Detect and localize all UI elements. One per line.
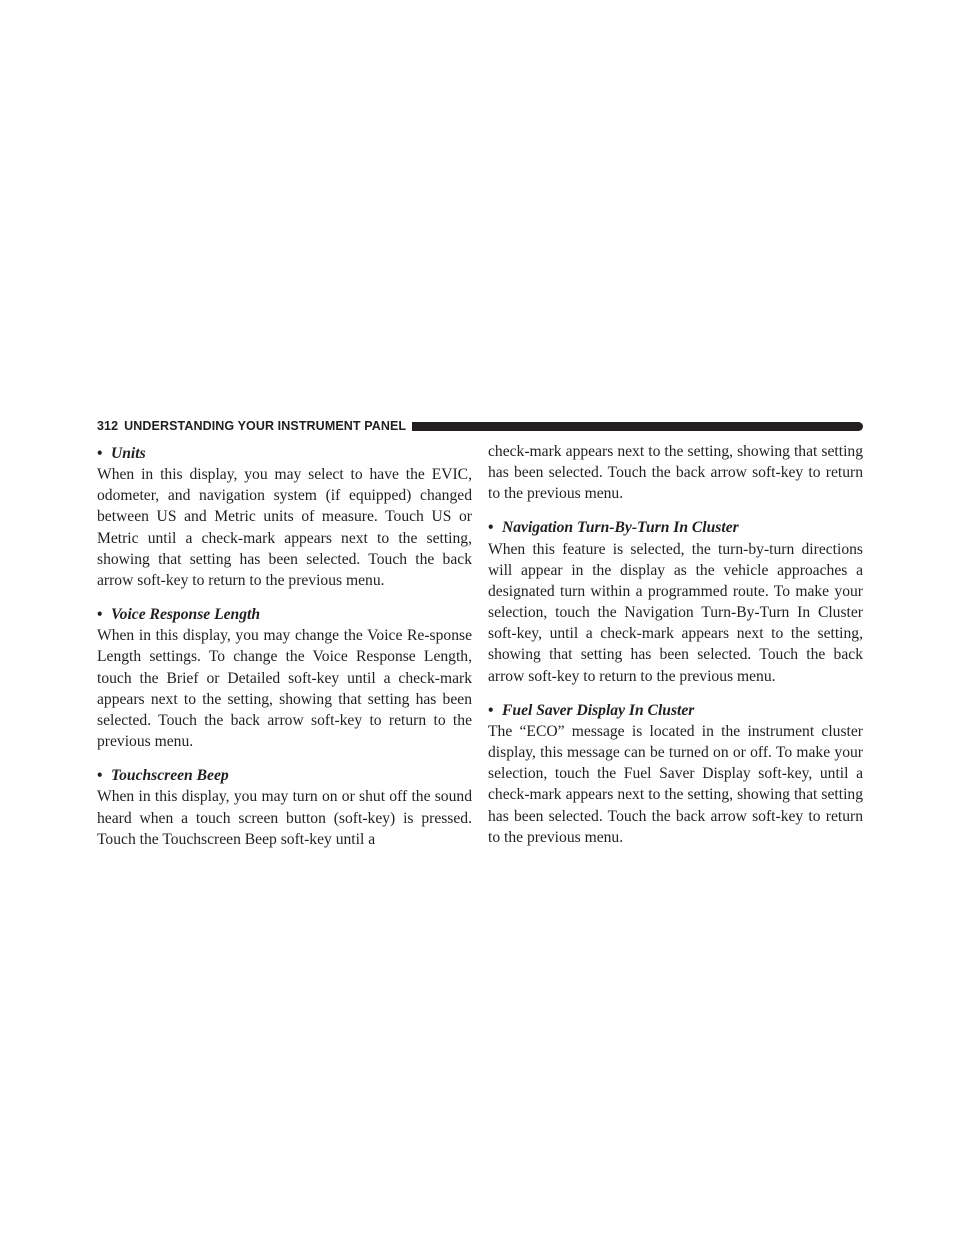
units-body: When in this display, you may select to have the EVIC, odometer, and navigation system (if equipped) changed between US and Metric units of measure. Touch US or Metric until a check-mark appears next to the setting, showing that setting has been selected. Touch the back arrow soft-key to return to the previous menu. <box>97 466 472 589</box>
touchscreen-beep-title: Touchscreen Beep <box>111 767 229 785</box>
touchscreen-beep-body: When in this display, you may turn on or shut off the sound heard when a touch screen button (soft-key) is pressed. Touch the Touchscreen Beep soft-key until a <box>97 788 472 848</box>
bullet-icon: • <box>97 445 103 462</box>
fuel-saver-heading <box>488 700 863 721</box>
header-rule <box>412 422 863 431</box>
units-title: Units <box>111 445 146 462</box>
touchscreen-beep-heading <box>97 765 472 786</box>
voice-response-body: When in this display, you may change the Voice Re-sponse Length settings. To change the Voice Response Length, touch the Brief or Detailed soft-key until a check-mark appears next to the setting, showing that setting has been selected. Touch the back arrow soft-key to return to the previous menu. <box>97 627 472 751</box>
fuel-saver-title: Fuel Saver Display In Cluster <box>502 701 695 719</box>
left-column <box>97 443 472 863</box>
bullet-icon: • <box>97 767 103 785</box>
right-column <box>488 441 863 861</box>
page-number: 312 <box>97 419 119 433</box>
fuel-saver-body: The “ECO” message is located in the instrument cluster display, this message can be turned on or off. To make your selection, touch the Fuel Saver Display soft-key, until a check-mark appears next to the setting, showing that setting has been selected. Touch the back arrow soft-key to return to the previous menu. <box>488 722 863 846</box>
units-heading <box>97 443 472 464</box>
bullet-icon: • <box>488 701 494 719</box>
voice-response-title: Voice Response Length <box>111 606 261 624</box>
bullet-icon: • <box>488 519 494 537</box>
section-header-title: UNDERSTANDING YOUR INSTRUMENT PANEL <box>124 419 407 433</box>
navigation-heading <box>488 517 863 538</box>
page-header <box>97 418 863 434</box>
bullet-icon: • <box>97 606 103 624</box>
touchscreen-beep-continuation: check-mark appears next to the setting, showing that setting has been selected. Touch the back arrow soft-key to return to the previous menu. <box>488 443 863 503</box>
navigation-title: Navigation Turn-By-Turn In Cluster <box>502 519 739 537</box>
voice-response-heading <box>97 604 472 625</box>
navigation-body: When this feature is selected, the turn-by-turn directions will appear in the display as the vehicle approaches a designated turn within a programmed route. To make your selection, touch the Navigation Turn-By-Turn In Cluster soft-key, until a check-mark appears next to the setting, showing that setting has been selected. Touch the back arrow soft-key to return to the previous menu. <box>488 540 863 685</box>
